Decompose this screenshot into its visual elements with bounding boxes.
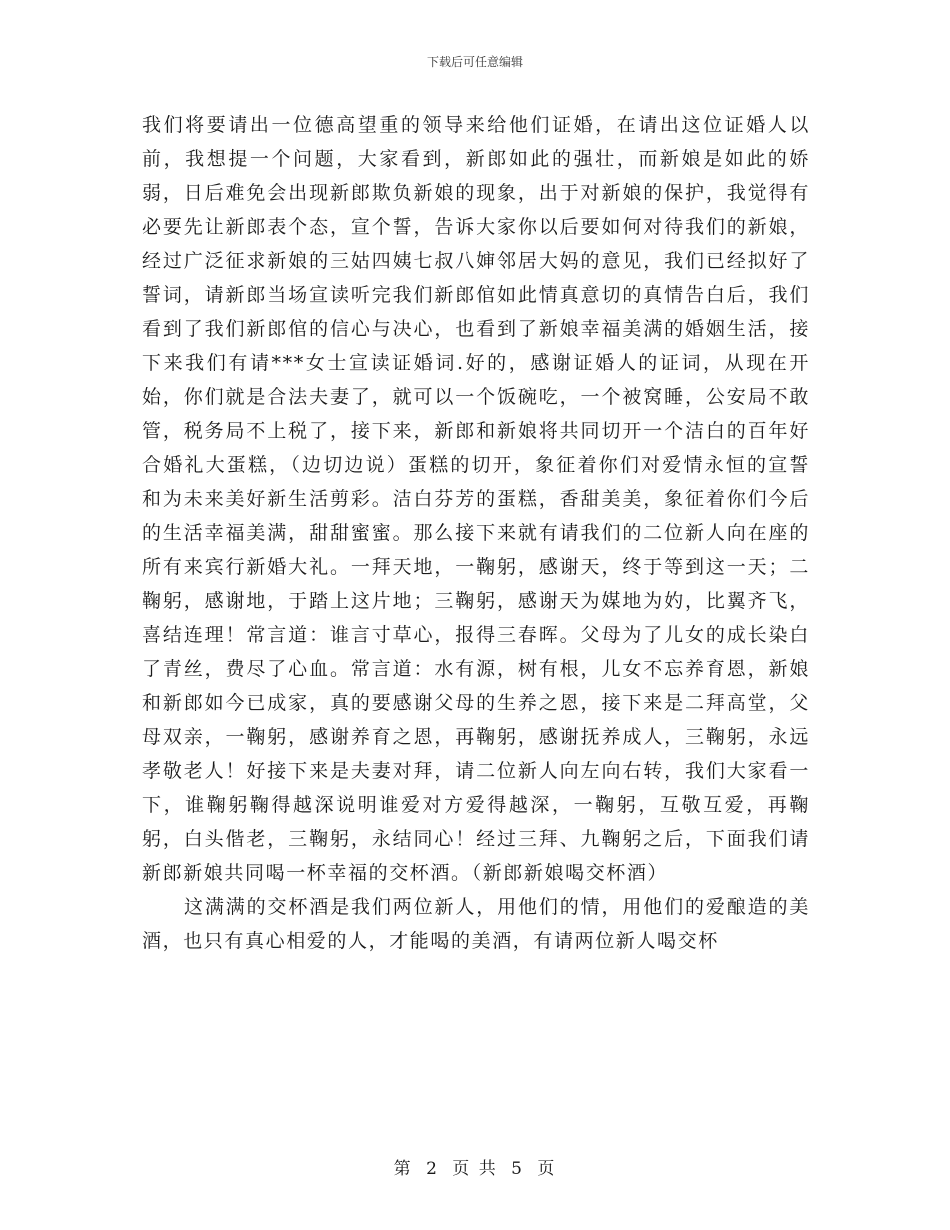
page-number: 2 (426, 1159, 439, 1179)
page-header: 下载后可任意编辑 (426, 55, 523, 69)
total-pages: 5 (511, 1159, 524, 1179)
footer-middle: 页 共 (452, 1159, 498, 1179)
paragraph: 我们将要请出一位德高望重的领导来给他们证婚，在请出这位证婚人以前，我想提一个问题，大家看到，新郎如此的强壮，而新娘是如此的娇弱，日后难免会出现新郎欺负新娘的现象，出于对新娘的保护，我觉得有必要先让新郎表个态，宣个誓，告诉大家你以后要如何对待我们的新娘，经过广泛征求新娘的三姑四姨七叔八婶邻居大妈的意见，我们已经拟好了誓词，请新郎当场宣读听完我们新郎倌如此情真意切的真情告白后，我们看到了我们新郎倌的信心与决心，也看到了新娘幸福美满的婚姻生活，接下来我们有请***女士宣读证婚词.好的，感谢证婚人的证词，从现在开始，你们就是合法夫妻了，就可以一个饭碗吃，一个被窝睡，公安局不敢管，税务局不上税了，接下来，新郎和新娘将共同切开一个洁白的百年好合婚礼大蛋糕，（边切边说）蛋糕的切开，象征着你们对爱情永恒的宣誓和为未来美好新生活剪彩。洁白芬芳的蛋糕，香甜美美，象征着你们今后的生活幸福美满，甜甜蜜蜜。那么接下来就有请我们的二位新人向在座的所有来宾行新婚大礼。一拜天地，一鞠躬，感谢天，终于等到这一天；二鞠躬，感谢地，于踏上这片地；三鞠躬，感谢天为媒地为妁，比翼齐飞，喜结连理！常言道：谁言寸草心，报得三春晖。父母为了儿女的成长染白了青丝，费尽了心血。常言道：水有源，树有根，儿女不忘养育恩，新娘和新郎如今已成家，真的要感谢父母的生养之恩，接下来是二拜高堂，父母双亲，一鞠躬，感谢养育之恩，再鞠躬，感谢抚养成人，三鞠躬，永远孝敬老人！好接下来是夫妻对拜，请二位新人向左向右转，我们大家看一下，谁鞠躬鞠得越深说明谁爱对方爱得越深，一鞠躬，互敬互爱，再鞠躬，白头偕老，三鞠躬，永结同心！经过三拜、九鞠躬之后，下面我们请新郎新娘共同喝一杯幸福的交杯酒。（新郎新娘喝交杯酒） (142, 114, 810, 884)
footer-prefix: 第 (393, 1159, 413, 1179)
page-footer (0, 1154, 950, 1179)
paragraph: 这满满的交杯酒是我们两位新人，用他们的情，用他们的爱酿造的美酒，也只有真心相爱的人，才能喝的美酒，有请两位新人喝交杯 (142, 896, 810, 952)
document-body (142, 108, 810, 958)
footer-suffix: 页 (537, 1159, 557, 1179)
